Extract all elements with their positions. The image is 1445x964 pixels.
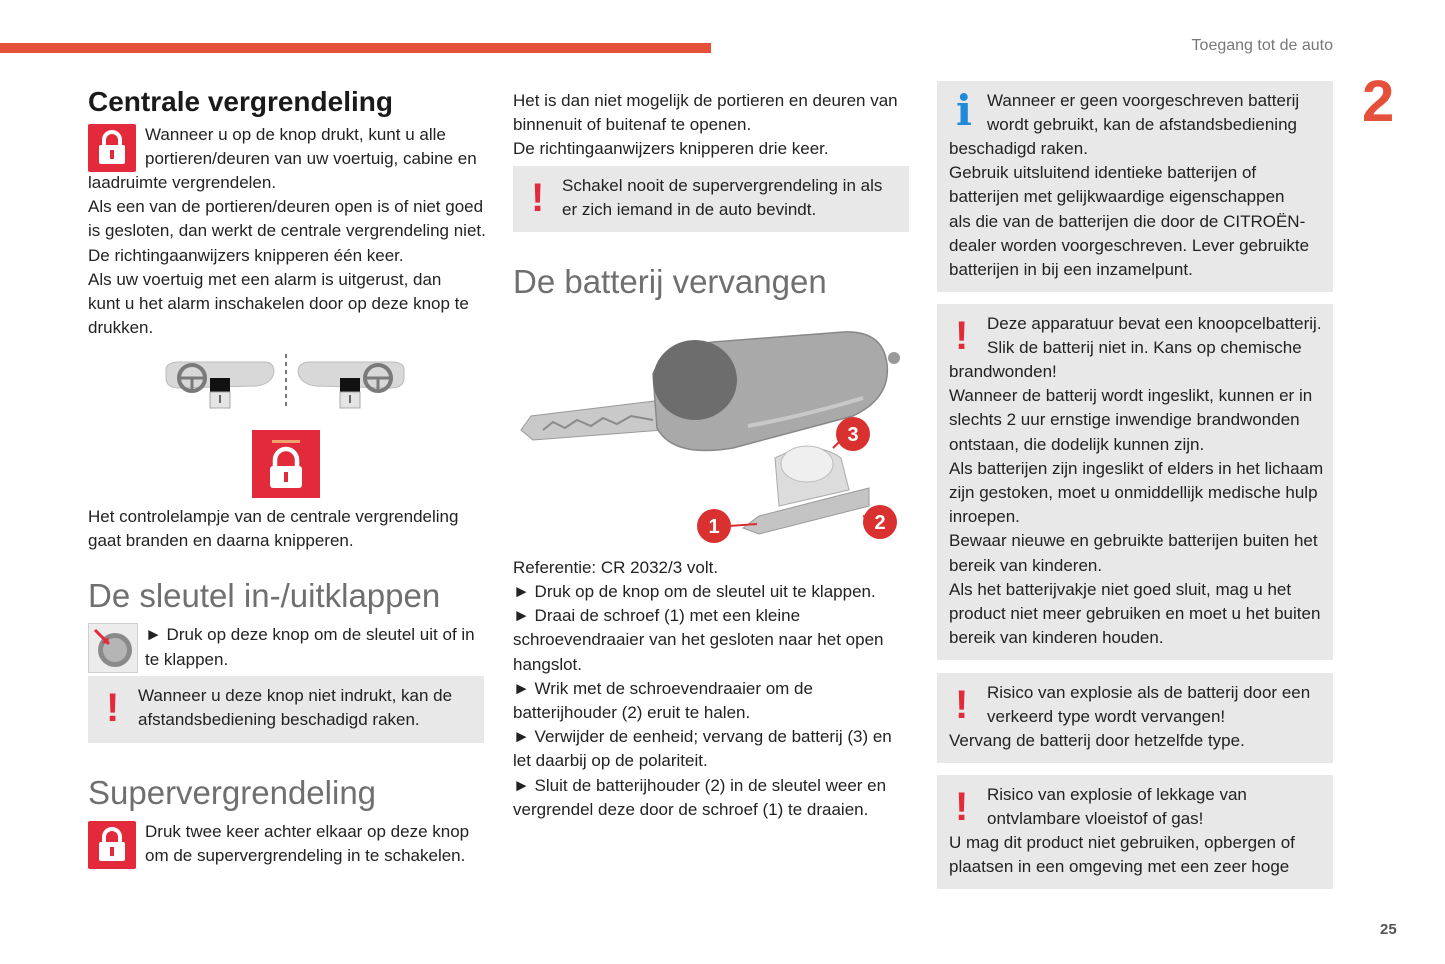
text-line: dealer worden voorgeschreven. Lever gebruikte xyxy=(949,235,1310,255)
warning-icon: ! xyxy=(106,686,120,730)
text-line: verkeerd type wordt vervangen! xyxy=(987,707,1226,726)
callout-3-label: 3 xyxy=(847,424,859,446)
dashboard-rhd xyxy=(298,362,404,408)
text-line: brandwonden! xyxy=(949,362,1057,381)
step-line: let daarbij op de polariteit. xyxy=(513,751,708,771)
text-line: als die van de batterijen die door de CITROËN- xyxy=(949,211,1306,231)
page-number: 25 xyxy=(1380,921,1397,938)
step-line: ► Sluit de batterijhouder (2) in de sleutel weer en xyxy=(513,775,887,795)
text-line: batterijen met gelijkwaardige eigenschappen xyxy=(949,187,1285,207)
text-line: Als het batterijvakje niet goed sluit, mag u het xyxy=(949,579,1292,599)
text-line: Als batterijen zijn ingeslikt of elders in het lichaam xyxy=(949,458,1324,478)
step-line: vergrendel deze door de schroef (1) te draaien. xyxy=(513,799,869,819)
text-line: Bewaar nieuwe en gebruikte batterijen buiten het xyxy=(949,531,1318,551)
battery-info-box xyxy=(937,81,1333,292)
explosion-warning-box xyxy=(937,673,1333,763)
text-line: Risico van explosie als de batterij door een xyxy=(987,683,1311,702)
dashboard-illustration xyxy=(160,350,410,414)
text-line: Schakel nooit de supervergrendeling in als xyxy=(562,176,883,195)
indicator-text xyxy=(88,505,458,553)
warning-icon: ! xyxy=(955,683,969,727)
battery-holder xyxy=(743,446,869,534)
text-line: Deze apparatuur bevat een knoopcelbatterij. xyxy=(987,314,1322,333)
battery-reference: Referentie: CR 2032/3 volt. xyxy=(513,558,719,577)
lock-button-icon xyxy=(88,124,136,172)
text-line: De richtingaanwijzers knipperen één keer. xyxy=(88,245,404,265)
super-text xyxy=(145,820,469,868)
callout-3 xyxy=(833,417,870,451)
text-line: afstandsbediening beschadigd raken. xyxy=(138,710,420,730)
key-warning-box xyxy=(88,676,484,743)
key-battery-illustration xyxy=(513,318,909,550)
text-line: drukken. xyxy=(88,318,154,338)
key-fold-title: De sleutel in-/uitklappen xyxy=(88,577,441,614)
text-line: De richtingaanwijzers knipperen drie keer. xyxy=(513,139,829,159)
text-line: zijn gestoken, moet u onmiddellijk medische hulp xyxy=(949,483,1318,503)
text-line: slechts 2 uur ernstige inwendige brandwonden xyxy=(949,410,1300,430)
step-line: hangslot. xyxy=(513,654,582,674)
text-line: Gebruik uitsluitend identieke batterijen of xyxy=(949,163,1257,183)
text-line: Wanneer de batterij wordt ingeslikt, kunnen er in xyxy=(949,386,1313,406)
text-line: product niet meer gebruiken en moet u het buiten xyxy=(949,604,1321,624)
swallow-warning-box xyxy=(937,304,1333,660)
key-step-line-1: ► Druk op deze knop om de sleutel uit of in xyxy=(145,625,475,644)
text-line: Als uw voertuig met een alarm is uitgerust, dan xyxy=(88,269,442,289)
text-line: Slik de batterij niet in. Kans op chemische xyxy=(987,338,1302,357)
step-line: schroevendraaier van het gesloten naar het open xyxy=(513,630,884,650)
header-accent-bar xyxy=(0,43,711,53)
text-line: Vervang de batterij door hetzelfde type. xyxy=(949,731,1245,750)
super-lock-warning-box xyxy=(513,166,909,232)
warning-icon: ! xyxy=(955,314,969,358)
text-line: om de supervergrendeling in te schakelen. xyxy=(145,846,466,866)
step-line: ► Wrik met de schroevendraaier om de xyxy=(513,678,813,698)
key-step-line-2: te klappen. xyxy=(145,650,229,669)
chapter-number: 2 xyxy=(1362,69,1395,134)
key-fold-button-icon xyxy=(88,623,138,673)
battery-title: De batterij vervangen xyxy=(513,263,827,300)
text-line: binnenuit of buitenaf te openen. xyxy=(513,115,752,135)
text-line: plaatsen in een omgeving met een zeer hoge xyxy=(949,857,1290,876)
step-line: ► Druk op de knop om de sleutel uit te klappen. xyxy=(513,582,876,601)
text-line: Het controlelampje van de centrale vergrendeling xyxy=(88,507,459,526)
callout-1-label: 1 xyxy=(708,516,720,538)
text-line: gaat branden en daarna knipperen. xyxy=(88,531,354,551)
text-line: bereik van kinderen. xyxy=(949,555,1103,575)
super-locking-continued xyxy=(513,89,898,162)
central-locking-title: Centrale vergrendeling xyxy=(88,86,393,117)
text-line: Wanneer u deze knop niet indrukt, kan de xyxy=(138,686,453,705)
warning-icon: ! xyxy=(531,176,545,220)
text-line: kunt u het alarm inschakelen door op deze knop te xyxy=(88,294,469,314)
text-line: er zich iemand in de auto bevindt. xyxy=(562,200,817,220)
text-line: inroepen. xyxy=(949,507,1020,527)
dashboard-lhd xyxy=(166,362,274,408)
central-text xyxy=(88,171,488,340)
text-line: Druk twee keer achter elkaar op deze knop xyxy=(145,822,470,841)
key-blade xyxy=(521,400,663,440)
super-lock-button-icon xyxy=(88,821,136,869)
text-line: batterijen in bij een inzamelpunt. xyxy=(949,260,1193,280)
text-line: Wanneer er geen voorgeschreven batterij xyxy=(987,91,1300,110)
text-line: laadruimte vergrendelen. xyxy=(88,173,277,192)
text-line: U mag dit product niet gebruiken, opbergen of xyxy=(949,833,1295,852)
text-line: bereik van kinderen houden. xyxy=(949,628,1164,648)
text-line: Het is dan niet mogelijk de portieren en deuren van xyxy=(513,91,898,110)
central-intro-line-1: Wanneer u op de knop drukt, kunt u alle xyxy=(145,125,446,144)
text-line: wordt gebruikt, kan de afstandsbediening xyxy=(987,115,1297,134)
text-line: Als een van de portieren/deuren open is of niet goed xyxy=(88,197,484,217)
lock-indicator-icon xyxy=(252,430,320,498)
super-locking-title: Supervergrendeling xyxy=(88,774,377,811)
battery-steps xyxy=(513,580,909,822)
text-line: Risico van explosie of lekkage van xyxy=(987,785,1247,804)
callout-2 xyxy=(863,505,897,539)
warning-icon: ! xyxy=(955,785,969,829)
text-line: ontstaan, die dodelijk kunnen zijn. xyxy=(949,434,1205,454)
step-line: batterijhouder (2) eruit te halen. xyxy=(513,703,751,723)
step-line: ► Draai de schroef (1) met een kleine xyxy=(513,606,801,626)
section-label: Toegang tot de auto xyxy=(1191,37,1333,54)
callout-2-label: 2 xyxy=(874,512,886,534)
text-line: ontvlambare vloeistof of gas! xyxy=(987,809,1204,828)
central-intro-line-2: portieren/deuren van uw voertuig, cabine en xyxy=(145,149,477,168)
text-line: is gesloten, dan werkt de centrale vergrendeling niet. xyxy=(88,221,486,241)
info-icon: i xyxy=(956,86,972,135)
text-line: beschadigd raken. xyxy=(949,139,1088,158)
step-line: ► Verwijder de eenheid; vervang de batterij (3) en xyxy=(513,727,892,747)
leakage-warning-box xyxy=(937,775,1333,889)
